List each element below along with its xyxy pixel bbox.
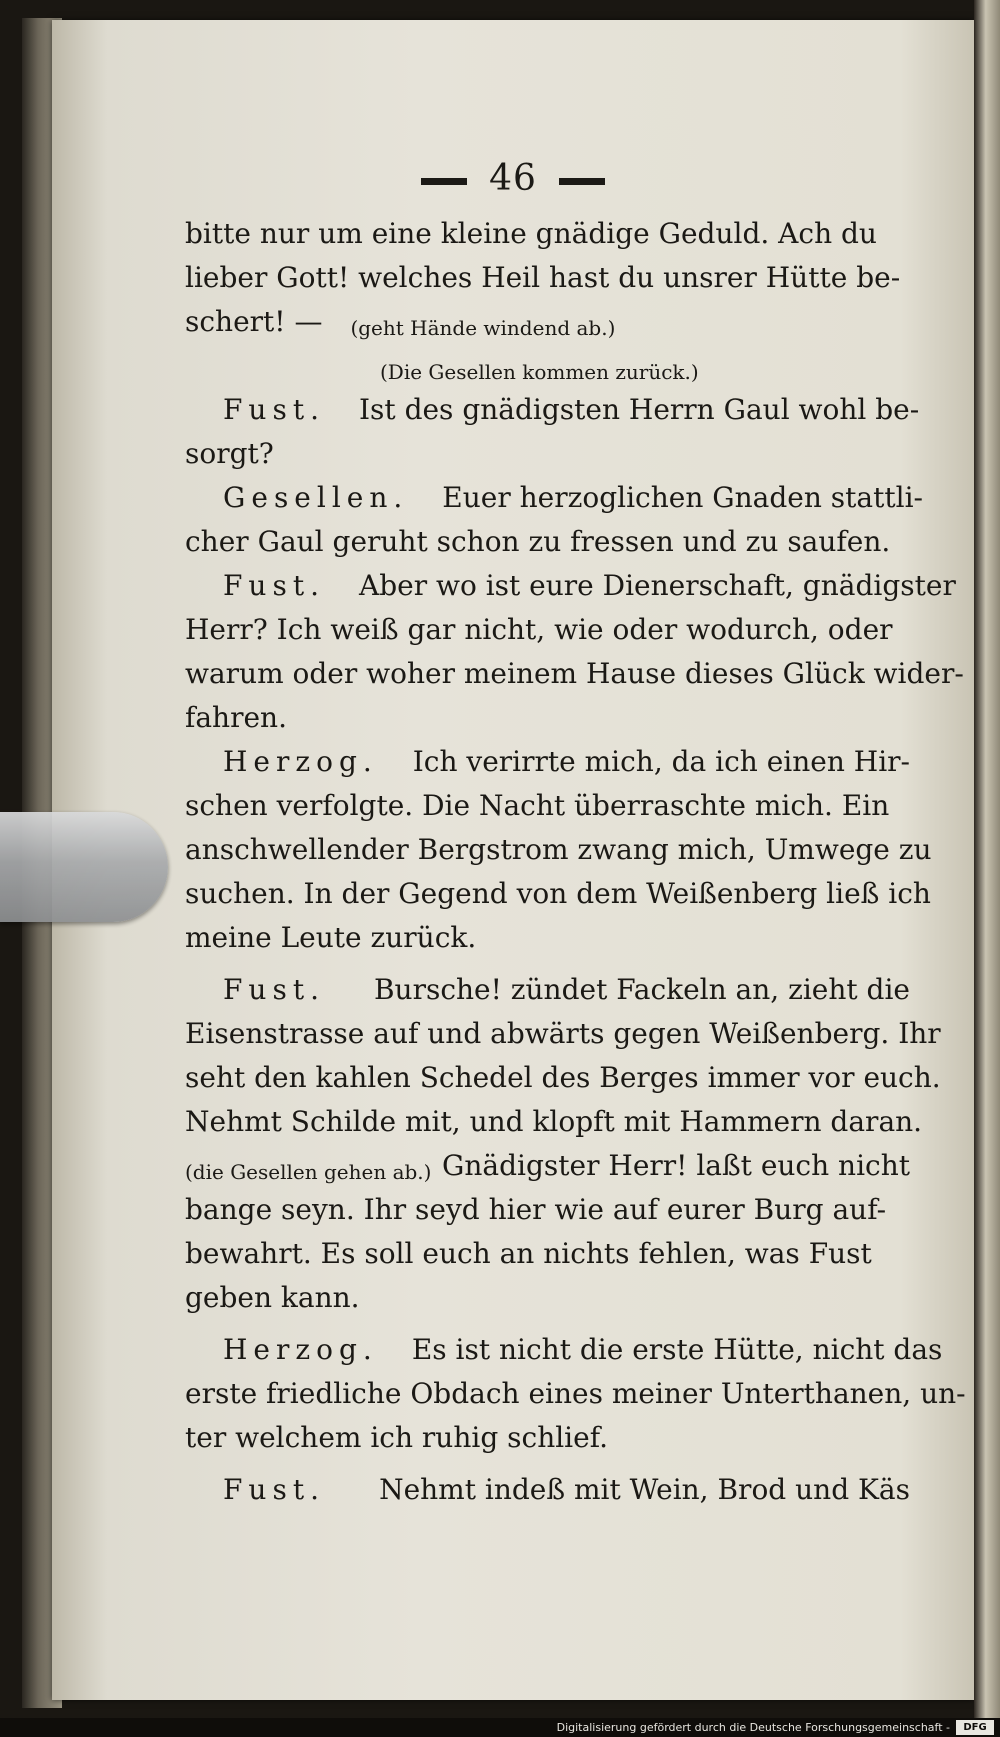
- line-text: sorgt?: [185, 437, 274, 470]
- line-text: Bursche! zündet Fackeln an, zieht die: [373, 973, 910, 1006]
- spacer: [185, 1460, 910, 1468]
- line-text: suchen. In der Gegend von dem Weißenberg ließ ich: [185, 877, 931, 910]
- text-line: [185, 1232, 910, 1276]
- text-line: [185, 1372, 966, 1416]
- page-text: [185, 212, 966, 1512]
- text-line: [185, 1012, 941, 1056]
- text-line: [185, 432, 910, 476]
- line-text: Euer herzoglichen Gnaden stattli-: [442, 481, 923, 514]
- line-text: Es ist nicht die erste Hütte, nicht das: [411, 1333, 943, 1366]
- line-text: fahren.: [185, 701, 287, 734]
- text-line: [185, 476, 923, 520]
- text-line: [185, 652, 964, 696]
- stage-direction: (geht Hände windend ab.): [350, 316, 616, 340]
- text-line: [185, 1100, 923, 1144]
- text-line: [185, 828, 932, 872]
- text-line: [185, 916, 910, 960]
- spacer: [185, 960, 910, 968]
- speaker-name: Fust.: [223, 1473, 325, 1506]
- dash-right: [559, 178, 605, 185]
- text-line: [185, 872, 931, 916]
- speaker-name: Fust.: [223, 973, 325, 1006]
- line-text: Ich verirrte mich, da ich einen Hir-: [412, 745, 910, 778]
- page-number-text: 46: [489, 158, 537, 199]
- text-line: [185, 608, 910, 652]
- page-number: [52, 158, 974, 199]
- dash-left: [421, 178, 467, 185]
- text-line: [185, 1416, 910, 1460]
- line-text: erste friedliche Obdach eines meiner Unterthanen, un-: [185, 1377, 966, 1410]
- line-text: ter welchem ich ruhig schlief.: [185, 1421, 608, 1454]
- text-line: [185, 300, 910, 344]
- line-text: Gnädigster Herr! laßt euch nicht: [442, 1149, 910, 1182]
- text-line: [185, 1056, 941, 1100]
- line-text: Eisenstrasse auf und abwärts gegen Weißenberg. Ihr: [185, 1017, 941, 1050]
- line-text: lieber Gott! welches Heil hast du unsrer Hütte be-: [185, 261, 901, 294]
- text-line: [185, 1468, 910, 1512]
- dfg-logo: DFG: [956, 1720, 994, 1735]
- text-line: [185, 212, 910, 256]
- line-text: seht den kahlen Schedel des Berges immer vor euch.: [185, 1061, 941, 1094]
- text-line: [185, 564, 956, 608]
- text-line: [185, 256, 910, 300]
- text-line: [185, 388, 920, 432]
- stage-direction: (Die Gesellen kommen zurück.): [380, 360, 699, 384]
- line-text: schert! —: [185, 305, 323, 338]
- line-text: schen verfolgte. Die Nacht überraschte mich. Ein: [185, 789, 890, 822]
- line-text: Herr? Ich weiß gar nicht, wie oder wodurch, oder: [185, 613, 893, 646]
- line-text: anschwellender Bergstrom zwang mich, Umwege zu: [185, 833, 932, 866]
- text-line: [185, 1276, 910, 1320]
- text-line: [185, 520, 910, 564]
- text-line: [185, 784, 910, 828]
- text-line: [185, 968, 910, 1012]
- line-text: Ist des gnädigsten Herrn Gaul wohl be-: [358, 393, 920, 426]
- page-clip-marker: [0, 812, 168, 922]
- stage-direction: (die Gesellen gehen ab.): [185, 1160, 432, 1184]
- line-text: warum oder woher meinem Hause dieses Glück wider-: [185, 657, 964, 690]
- text-line: [185, 1328, 943, 1372]
- speaker-name: Herzog.: [223, 1333, 378, 1366]
- speaker-name: Gesellen.: [223, 481, 409, 514]
- digitization-footer: Digitalisierung gefördert durch die Deutsche Forschungsgemeinschaft -: [0, 1718, 1000, 1737]
- speaker-name: Fust.: [223, 569, 325, 602]
- speaker-name: Herzog.: [223, 745, 378, 778]
- text-line: [185, 344, 910, 388]
- line-text: bange seyn. Ihr seyd hier wie auf eurer Burg auf-: [185, 1193, 887, 1226]
- spacer: [185, 1320, 910, 1328]
- line-text: cher Gaul geruht schon zu fressen und zu saufen.: [185, 525, 891, 558]
- text-line: [185, 740, 910, 784]
- text-line: [185, 1188, 910, 1232]
- right-page-edge: [974, 0, 1000, 1720]
- line-text: Aber wo ist eure Dienerschaft, gnädigster: [358, 569, 956, 602]
- line-text: Nehmt indeß mit Wein, Brod und Käs: [379, 1473, 910, 1506]
- speaker-name: Fust.: [223, 393, 325, 426]
- line-text: bitte nur um eine kleine gnädige Geduld. Ach du: [185, 217, 877, 250]
- line-text: bewahrt. Es soll euch an nichts fehlen, was Fust: [185, 1237, 872, 1270]
- text-line: [185, 696, 910, 740]
- line-text: geben kann.: [185, 1281, 360, 1314]
- line-text: Nehmt Schilde mit, und klopft mit Hammern daran.: [185, 1105, 923, 1138]
- text-line: [185, 1144, 910, 1188]
- line-text: meine Leute zurück.: [185, 921, 477, 954]
